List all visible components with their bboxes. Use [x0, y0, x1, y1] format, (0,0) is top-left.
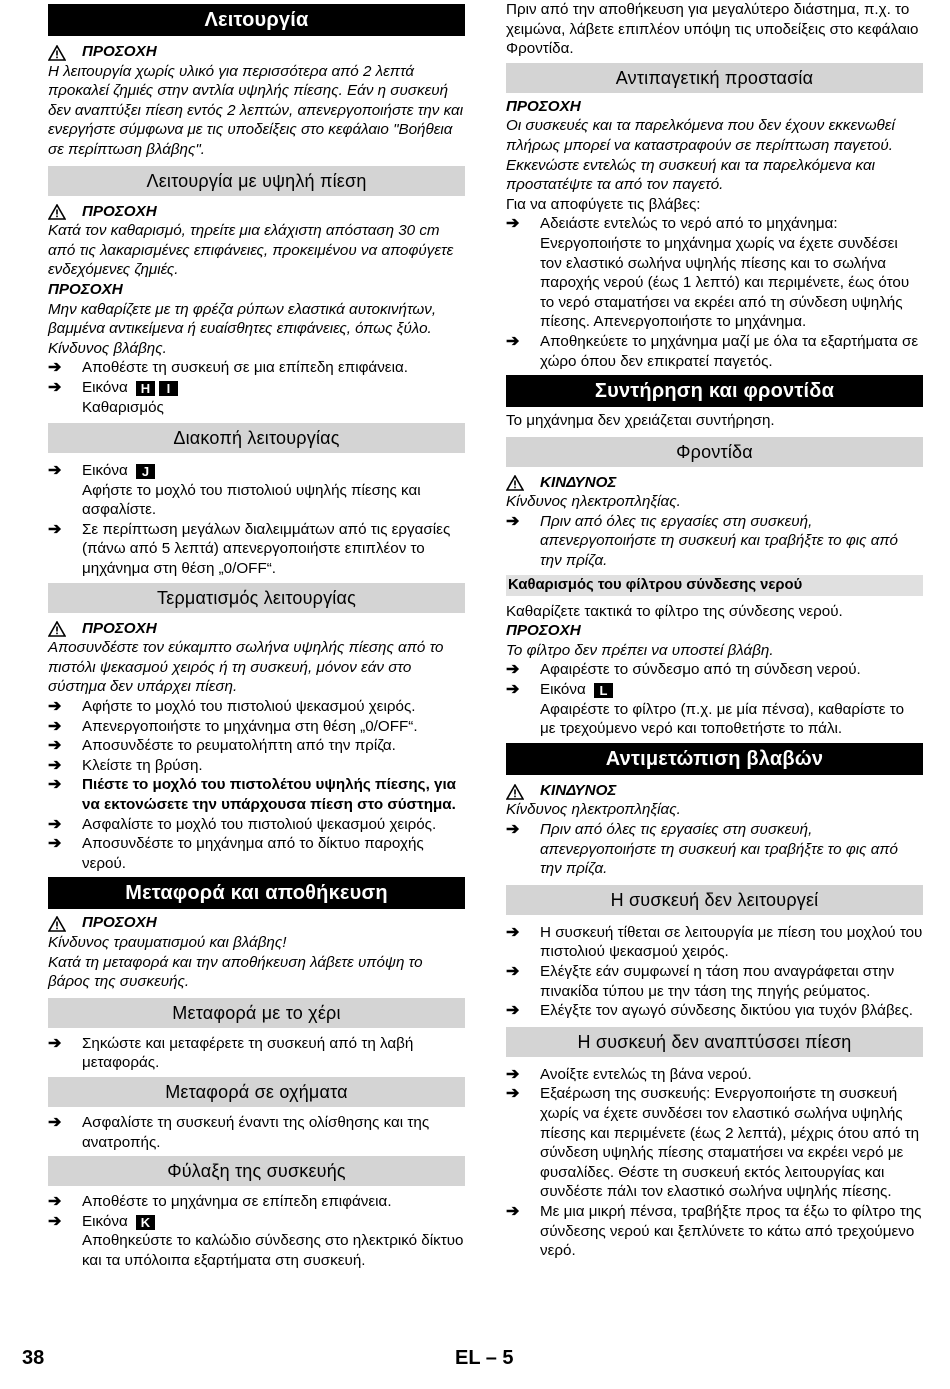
- warning-triangle-icon: [48, 45, 66, 61]
- paragraph: Αποθηκεύστε το καλώδιο σύνδεσης στο ηλεκτρικό δίκτυο και τα υπόλοιπα εξαρτήματα στη συσκευή.: [82, 1232, 464, 1269]
- list-item: ➔ Απενεργοποιήστε το μηχάνημα στη θέση „0/OFF“.: [48, 717, 418, 735]
- paragraph: Κατά τη μεταφορά και την αποθήκευση λάβετε υπόψη το βάρος της συσκευής.: [48, 953, 423, 991]
- list-item: ➔ Πριν από όλες τις εργασίες στη συσκευή, απενεργοποιήστε τη συσκευή και τραβήξτε το φις από την πρίζα.: [506, 512, 898, 570]
- signal-word: ΠΡΟΣΟΧΗ: [82, 43, 157, 60]
- list-item: ➔ Αφήστε το μοχλό του πιστολιού ψεκασμού χειρός.: [48, 698, 416, 716]
- signal-caution: [48, 913, 465, 933]
- paragraph: Αφήστε το μοχλό του πιστολιού υψηλής πίεσης και ασφαλίστε.: [82, 481, 421, 519]
- paragraph: Κατά τον καθαρισμό, τηρείτε μια ελάχιστη απόσταση 30 cm από τις λακαρισμένες επιφάνειες, προκειμένου να αποφύγετε ενδεχόμενες ζημιές.: [48, 222, 454, 279]
- signal-caution: [48, 42, 465, 62]
- arrow-icon: ➔: [506, 681, 520, 699]
- list-item: ➔ Σε περίπτωση μεγάλων διαλειμμάτων από τις εργασίες (πάνω από 5 λεπτά) απενεργοποιήστε επιπλέον το μηχάνημα στη θέση „0/OFF“.: [48, 520, 451, 578]
- signal-word: ΚΙΝΔΥΝΟΣ: [540, 473, 617, 491]
- paragraph: Κίνδυνος ηλεκτροπληξίας.: [506, 493, 681, 511]
- figure-badge: I: [159, 381, 178, 396]
- arrow-icon: ➔: [48, 737, 62, 755]
- signal-caution: [48, 202, 465, 222]
- warning-triangle-icon: [506, 475, 524, 491]
- figure-badge: H: [136, 381, 155, 396]
- arrow-icon: ➔: [48, 835, 62, 853]
- list-item: ➔ Εικόνα J: [48, 461, 465, 481]
- arrow-icon: ➔: [48, 520, 62, 538]
- left-column: [48, 4, 465, 1271]
- paragraph: Καθαρίζετε τακτικά το φίλτρο της σύνδεσης νερού.: [506, 602, 843, 620]
- arrow-icon: ➔: [48, 1212, 62, 1230]
- arrow-icon: ➔: [48, 378, 62, 396]
- paragraph: Αποσυνδέστε τον εύκαμπτο σωλήνα υψηλής πίεσης από το πιστόλι ψεκασμού χειρός ή τη συσκευή, μόνον εάν στο σύστημα δεν υπάρχει πίεση.: [48, 639, 444, 696]
- arrow-icon: ➔: [48, 717, 62, 735]
- heading-troubleshooting: Αντιμετώπιση βλαβών: [506, 743, 923, 775]
- signal-word: ΠΡΟΣΟΧΗ: [506, 622, 581, 640]
- signal-word: ΠΡΟΣΟΧΗ: [506, 97, 581, 115]
- heading-storage: Φύλαξη της συσκευής: [48, 1156, 465, 1186]
- list-item: ➔ Σηκώστε και μεταφέρετε τη συσκευή από τη λαβή μεταφοράς.: [48, 1034, 414, 1072]
- signal-word: ΠΡΟΣΟΧΗ: [82, 914, 157, 932]
- warning-triangle-icon: [48, 204, 66, 220]
- list-item: ➔ Εικόνα K: [48, 1212, 465, 1232]
- heading-maintenance: Συντήρηση και φροντίδα: [506, 375, 923, 407]
- list-item: ➔ Εξαέρωση της συσκευής: Ενεργοποιήστε τη συσκευή χωρίς να έχετε συνδέσει τον ελαστικό σωλήνα υψηλής πίεσης και περιμένετε (έως 2 λεπτά), μέχρις ότου από τη σύνδεση υψηλής πίεσης σταματήσει να εκρέει νερό με φυσαλίδες. Θέστε τη συσκευή εκτός λειτουργίας και συνδέστε πάλι τον ελαστικό σωλήνα υψηλής πίεσης.: [506, 1085, 920, 1201]
- list-item: ➔ Αποθέστε τη συσκευή σε μια επίπεδη επιφάνεια.: [48, 359, 408, 377]
- arrow-icon: ➔: [506, 215, 520, 233]
- arrow-icon: ➔: [48, 756, 62, 774]
- arrow-icon: ➔: [506, 1065, 520, 1083]
- heading-high-pressure: Λειτουργία με υψηλή πίεση: [48, 166, 465, 196]
- heading-no-pressure: Η συσκευή δεν αναπτύσσει πίεση: [506, 1027, 923, 1057]
- paragraph: Πριν από την αποθήκευση για μεγαλύτερο διάστημα, π.χ. το χειμώνα, λάβετε επιπλέον υπόψη τις υποδείξεις στο κεφάλαιο Φροντίδα.: [506, 1, 919, 58]
- signal-danger: [506, 473, 923, 493]
- list-item: ➔ Ελέγξτε τον αγωγό σύνδεσης δικτύου για τυχόν βλάβες.: [506, 1002, 913, 1020]
- figure-badge: J: [136, 464, 155, 479]
- warning-triangle-icon: [48, 621, 66, 637]
- list-item: ➔ Αποθηκεύετε το μηχάνημα μαζί με όλα τα εξαρτήματα σε χώρο όπου δεν επικρατεί παγετός.: [506, 332, 919, 370]
- list-item: ➔ Ανοίξτε εντελώς τη βάνα νερού.: [506, 1065, 752, 1083]
- page-label: EL – 5: [455, 1347, 514, 1369]
- paragraph: Το μηχάνημα δεν χρειάζεται συντήρηση.: [506, 412, 775, 430]
- list-item: ➔ Αποθέστε το μηχάνημα σε επίπεδη επιφάνεια.: [48, 1193, 392, 1211]
- list-item: ➔ Αποσυνδέστε το μηχάνημα από το δίκτυο παροχής νερού.: [48, 835, 424, 872]
- heading-operation: Λειτουργία: [48, 4, 465, 36]
- arrow-icon: ➔: [506, 923, 520, 941]
- list-item: ➔ Ασφαλίστε το μοχλό του πιστολιού ψεκασμού χειρός.: [48, 815, 437, 833]
- signal-word: ΠΡΟΣΟΧΗ: [48, 280, 123, 298]
- signal-word: ΚΙΝΔΥΝΟΣ: [540, 781, 617, 799]
- list-item: ➔ Εικόνα L: [506, 680, 923, 700]
- paragraph: Το φίλτρο δεν πρέπει να υποστεί βλάβη.: [506, 641, 774, 659]
- list-item: ➔ Με μια μικρή πένσα, τραβήξτε προς τα έξω το φίλτρο της σύνδεσης νερού και ξεπλύνετε το κάτω από τρεχούμενο νερό.: [506, 1202, 922, 1260]
- paragraph: Η λειτουργία χωρίς υλικό για περισσότερα από 2 λεπτά προκαλεί ζημιές στην αντλία υψηλής πίεσης. Εάν η συσκευή δεν αναπτύξει πίεση εντός 2 λεπτών, απενεργοποιήστε την και ενεργήστε σύμφωνα με τις υποδείξεις στο κεφάλαιο "Βοήθεια σε περίπτωση βλάβης".: [48, 62, 464, 158]
- paragraph: Καθαρισμός: [82, 398, 164, 416]
- heading-interrupt: Διακοπή λειτουργίας: [48, 423, 465, 453]
- arrow-icon: ➔: [48, 1193, 62, 1211]
- heading-care: Φροντίδα: [506, 437, 923, 467]
- list-item: ➔ Πριν από όλες τις εργασίες στη συσκευή, απενεργοποιήστε τη συσκευή και τραβήξτε το φις από την πρίζα.: [506, 821, 898, 878]
- paragraph: Οι συσκευές και τα παρελκόμενα που δεν έχουν εκκενωθεί πλήρως μπορεί να καταστραφούν σε περίπτωση παγετού. Εκκενώστε εντελώς τη συσκευή και τα παρελκόμενα και προστατέψτε τα από τον παγετό.: [506, 117, 895, 194]
- arrow-icon: ➔: [48, 698, 62, 716]
- warning-triangle-icon: [48, 916, 66, 932]
- right-column: [506, 0, 923, 1261]
- paragraph: Για να αποφύγετε τις βλάβες:: [506, 195, 701, 213]
- arrow-icon: ➔: [48, 1113, 62, 1131]
- heading-vehicle-transport: Μεταφορά σε οχήματα: [48, 1077, 465, 1107]
- paragraph: Κίνδυνος τραυματισμού και βλάβης!: [48, 933, 287, 951]
- arrow-icon: ➔: [506, 962, 520, 980]
- arrow-icon: ➔: [48, 462, 62, 480]
- signal-word: ΠΡΟΣΟΧΗ: [82, 619, 157, 637]
- heading-filter-cleaning: Καθαρισμός του φίλτρου σύνδεσης νερού: [506, 575, 923, 596]
- arrow-icon: ➔: [506, 661, 520, 679]
- list-item: ➔ Αποσυνδέστε το ρευματολήπτη από την πρίζα.: [48, 737, 396, 755]
- signal-danger: [506, 781, 923, 801]
- arrow-icon: ➔: [506, 332, 520, 350]
- signal-word: ΠΡΟΣΟΧΗ: [82, 202, 157, 220]
- list-item: ➔ Η συσκευή τίθεται σε λειτουργία με πίεση του μοχλού του πιστολιού ψεκασμού χειρός.: [506, 923, 923, 961]
- heading-not-working: Η συσκευή δεν λειτουργεί: [506, 885, 923, 915]
- signal-caution: [48, 619, 465, 639]
- list-item: ➔ Ασφαλίστε τη συσκευή έναντι της ολίσθησης και της ανατροπής.: [48, 1113, 430, 1151]
- list-item: ➔ Κλείστε τη βρύση.: [48, 756, 203, 774]
- heading-hand-transport: Μεταφορά με το χέρι: [48, 998, 465, 1028]
- list-item: ➔ Ελέγξτε εάν συμφωνεί η τάση που αναγράφεται στην πινακίδα τύπου με την τάση της πηγής ρεύματος.: [506, 962, 895, 1000]
- heading-end-operation: Τερματισμός λειτουργίας: [48, 583, 465, 613]
- arrow-icon: ➔: [48, 815, 62, 833]
- arrow-icon: ➔: [48, 776, 62, 794]
- warning-triangle-icon: [506, 784, 524, 800]
- figure-badge: L: [594, 683, 613, 698]
- arrow-icon: ➔: [48, 359, 62, 377]
- paragraph: Αφαιρέστε το φίλτρο (π.χ. με μία πένσα), καθαρίστε το με τρεχούμενο νερό και τοποθετήστε το πάλι.: [540, 700, 905, 738]
- paragraph: Κίνδυνος ηλεκτροπληξίας.: [506, 801, 681, 819]
- figure-badge: K: [136, 1215, 155, 1230]
- list-item: ➔ Εικόνα H I: [48, 378, 465, 398]
- list-item: ➔ Πιέστε το μοχλό του πιστολέτου υψηλής πίεσης, για να εκτονώσετε την υπάρχουσα πίεση στο σύστημα.: [48, 776, 457, 813]
- arrow-icon: ➔: [506, 1085, 520, 1103]
- arrow-icon: ➔: [506, 512, 520, 530]
- arrow-icon: ➔: [506, 821, 520, 838]
- list-item: ➔ Αδειάστε εντελώς το νερό από το μηχάνημα: Ενεργοποιήστε το μηχάνημα χωρίς να έχετε συνδέσει τον ελαστικό σωλήνα υψηλής πίεσης και το σωλήνα παροχής νερού (έως 1 λεπτό) και περιμένετε, έως ότου το νερό σταματήσει να εκρέει από τη σύνδεση υψηλής πίεσης. Απενεργοποιήστε το μηχάνημα.: [506, 215, 910, 331]
- list-item: ➔ Αφαιρέστε το σύνδεσμο από τη σύνδεση νερού.: [506, 661, 861, 679]
- heading-transport: Μεταφορά και αποθήκευση: [48, 877, 465, 909]
- page-number: 38: [22, 1347, 45, 1369]
- paragraph: Μην καθαρίζετε με τη φρέζα ρύπων ελαστικά αυτοκινήτων, βαμμένα αντικείμενα ή ευαίσθητες επιφάνειες, όπως ξύλο. Κίνδυνος βλάβης.: [48, 300, 437, 357]
- arrow-icon: ➔: [506, 1002, 520, 1020]
- arrow-icon: ➔: [48, 1034, 62, 1052]
- arrow-icon: ➔: [506, 1202, 520, 1220]
- heading-frost-protection: Αντιπαγετική προστασία: [506, 63, 923, 93]
